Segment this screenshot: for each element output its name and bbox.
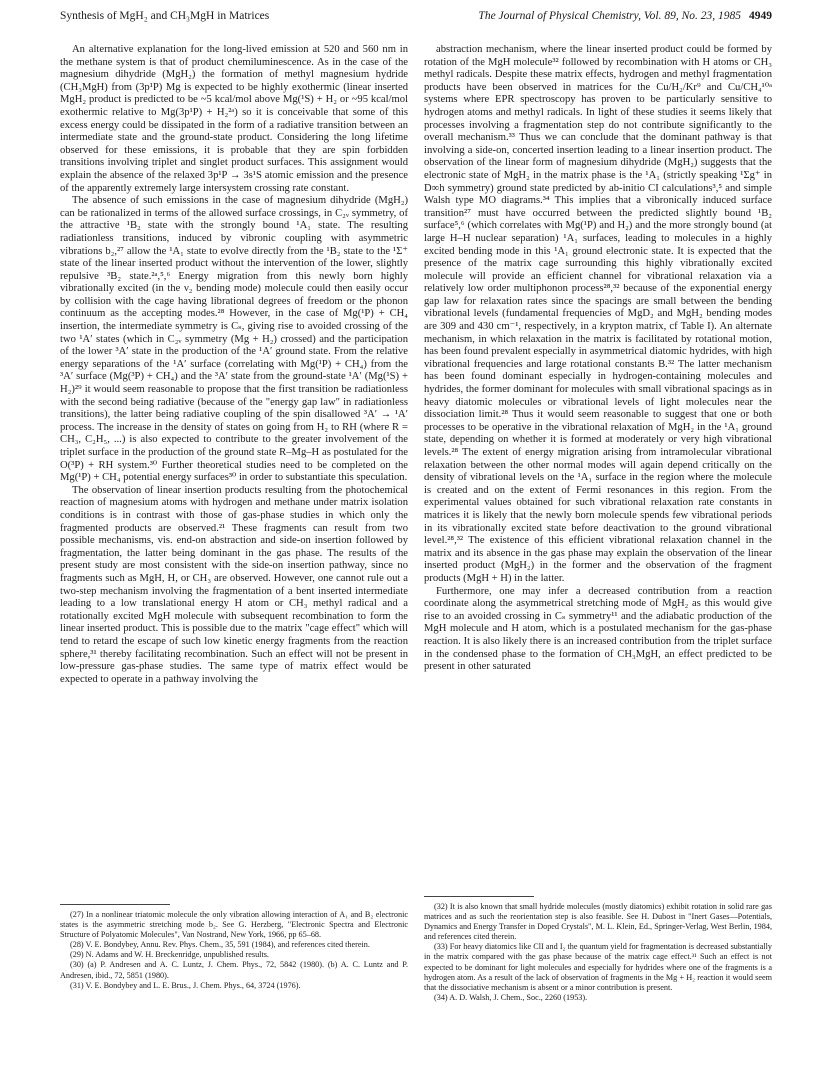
paragraph: The absence of such emissions in the case of magnesium dihydride (MgH₂) can be rationalized in terms of the allowed surface crossings, in C₂ᵥ symmetry, of the attractive ¹B₂ state with the strongly bound ¹A₁ state. The resulting radiationless transitions, induced by vibronic coupling with asymmetric vibrations b₂,²⁷ allow the ¹A₁ state to evolve directly from the ¹B₂ state to the ¹Σ⁺ state of the linear inserted product without the intervention of the lower, slightly repulsive ³B₂ state.²ᵃ,⁵,⁶ Energy migration from this newly born highly vibrationally excited (in the ν₂ bending mode) molecule could then easily occur by collision with the cage having librational degrees of freedom or the phonon continuum as the accepting modes.²⁸ However, in the case of Mg(¹P) + CH₄ insertion, the intermediate symmetry is Cₛ, giving rise to avoided crossing of the two ¹A′ states (which in C₂ᵥ symmetry (Mg + H₂) crossed) and the participation of the lower ³A′ state in the production of the ¹A′ ground state. From the relative energy separations of the ¹A′ surface (correlating with Mg(¹P) + CH₄) from the ³A′ surface (Mg(³P) + CH₄) and the ³A′ state from the ground-state ¹A′ (Mg(¹S) + H₂)²⁹ it would seem reasonable to propose that the first transition be radiationless with the second being radiative (because of the "energy gap law" in radiationless transitions), the latter being radiative coupling of the spin disallowed ³A′ → ¹A′ process. The increase in the density of states on going from H₂ to RH (where R = CH₃, C₂H₅, ...) is also expected to contribute to the greater involvement of the triplet surface in the production of the ground state R–Mg–H as postulated for the O(³P) + RH system.³⁰ Further theoretical studies need to be completed on the Mg(¹P) + CH₄ potential energy surfaces³⁰ in order to substantiate this speculation. bbox=[60, 195, 408, 484]
paragraph: The observation of linear insertion products resulting from the photochemical reaction of magnesium atoms with hydrogen and methane under matrix isolation conditions is in contrast with those of gas-phase studies in which only the fragmented products are observed.²¹ These fragments can result from two possible mechanisms, vis. end-on abstraction and side-on insertion followed by fragmentation, the latter being dominant in the gas phase. The results of the present study are most consistent with the side-on insertion pathway, since no fragments such as MgH, H, or CH₃ are observed. However, one cannot rule out a two-step mechanism involving the fragmentation of a bent inserted intermediate leading to a low translational energy H atom or CH₃ methyl radical and a rotationally excited MgH molecule with subsequent recombination to form the linear inserted product. This is possible due to the matrix "cage effect" which will tend to retard the escape of such low kinetic energy fragments from the reaction sphere,³¹ thereby facilitating recombination. Such an effect will not be present in low-pressure gas-phase studies. The same type of matrix effect would be expected to operate in a pathway involving the bbox=[60, 484, 408, 685]
journal-citation bbox=[478, 10, 772, 22]
running-header bbox=[60, 10, 772, 28]
footnote-rule bbox=[60, 904, 170, 905]
footnote: (33) For heavy diatomics like ClI and I₂ the quantum yield for fragmentation is decreased substantially in the matrix compared with the gas phase because of the matrix cage effect.³¹ Such an effect is not expected to be dominant for light molecules and especially for hydrides where one of the fragments is a hydrogen atom. As a result of the lack of observation of fragments in the Mg + H₂ reaction it would seem that the dissociative mechanism is absent or a minor contribution is present. bbox=[424, 942, 772, 992]
paragraph: Furthermore, one may infer a decreased contribution from a reaction coordinate along the asymmetrical stretching mode of MgH₂ as this would give rise to an avoided crossing in Cₛ symmetry¹¹ and the adiabatic production of the MgH molecule and H atom, which is a postulated mechanism for the gas-phase reaction. It is also likely there is an increased contribution from the triplet surface in the condensed phase to the formation of CH₃MgH, an effect predicted to be present in other saturated bbox=[424, 585, 772, 673]
footnote: (34) A. D. Walsh, J. Chem., Soc., 2260 (1953). bbox=[434, 992, 588, 1002]
page-number: 4949 bbox=[749, 10, 772, 22]
left-column bbox=[60, 44, 408, 686]
right-column bbox=[424, 44, 772, 674]
footnote: (28) V. E. Bondybey, Annu. Rev. Phys. Chem., 35, 591 (1984), and references cited therein. bbox=[70, 940, 370, 950]
footnote: (29) N. Adams and W. H. Breckenridge, unpublished results. bbox=[70, 950, 269, 960]
journal-name: The Journal of Physical Chemistry, Vol. 89, No. 23, 1985 bbox=[478, 10, 741, 22]
footnote: (27) In a nonlinear triatomic molecule the only vibration allowing interaction of A₁ and B₂ electronic states is the asymmetric stretching mode b₂. See G. Herzberg, "Electronic Spectra and Electronic Structure of Polyatomic Molecules", Van Nostrand, New York, 1966, pp 65–68. bbox=[60, 910, 408, 940]
footnotes-right bbox=[424, 902, 772, 1003]
footnote: (30) (a) P. Andresen and A. C. Luntz, J. Chem. Phys., 72, 5842 (1980). (b) A. C. Luntz and P. Andresen, ibid., 72, 5851 (1980). bbox=[60, 960, 408, 980]
running-title: Synthesis of MgH₂ and CH₃MgH in Matrices bbox=[60, 10, 270, 22]
paragraph: abstraction mechanism, where the linear inserted product could be formed by rotation of the MgH molecule³² followed by recombination with H atoms or CH₃ methyl radicals. Despite these matrix effects, hydrogen and methyl fragmentation products have been observed in matrices for the Cu/H₂/Kr⁹ and Cu/CH₄¹⁰ᵃ systems where EPR spectroscopy has proven to be particularly sensitive to hydrogen atoms and methyl radicals. In light of these studies it seems likely that processes involving a fragmentation step do not contribute significantly to the overall mechanism.³³ Thus we can conclude that the dominant pathway is that involving a side-on, concerted insertion leading to a linear insertion product. The observation of the linear form of magnesium dihydride (MgH₂) suggests that the electronic state of MgH₂ in the matrix phase is the ¹A₁ (strictly speaking ¹Σg⁺ in D∞h symmetry) ground state predicted by ab-initio CI calculations³,⁵ and simple Walsh type MO diagrams.³⁴ This implies that a vibronically induced surface transition²⁷ must have occurred between the predicted slightly bound ¹B₂ surface⁵,⁶ (which correlates with Mg(¹P) and H₂) and the more strongly bound (at large H–H nuclear separation) ¹A₁ surfaces, leading to molecules in a highly excited bending mode in this ¹A₁ ground electronic state. It is expected that the presence of the matrix cage surrounding this highly vibrationally excited molecule will provide an efficient channel for vibrational relaxation via a relatively low order multiphonon process²⁸,³² because of the exponential energy gap law for relaxation rates since the spacings are small between the bending vibrational levels (fundamental frequencies of MgD₂ and MgH₂ bending modes are 309 and 430 cm⁻¹, respectively, in a krypton matrix, cf Table I). An alternate mechanism, in which relaxation in the matrix is facilitated by rotational motion, has been found prevalent especially in asymmetrical diatomic hydrides, with high vibrational frequencies and large rotational constants B.³² The latter mechanism has been found dominant especially in hydrogen-containing molecules and hydrides, the former dominant for molecules with small vibrational spacings as in heavy diatomic molecules or vibrational levels of light molecules near the dissociation limit.²⁸ Thus it would seem reasonable to suggest that one or both processes to be operative in the vibrational relaxation of MgH₂ in the ¹A₁ ground state, depending on whether it is formed at moderately or very high vibrational levels.²⁸ The extent of energy migration arising from intramolecular vibrational relaxation between the other normal modes will again depend critically on the density of vibrational levels on the ¹A₁ surface in the region where the molecule is created and on the extent of Fermi resonances in this region. From the experimental values obtained for such vibrational relaxation rate constants in matrices it is likely that the newly born molecule spends few vibrational periods in its vibrationally excited state before deactivation to the ground vibrational level.²⁸,³² The existence of this efficient vibrational relaxation channel in the matrix and its absence in the gas phase may explain the observation of the linear inserted product (MgH₂) in the former and the observation of the fragment products (MgH + H) in the latter. bbox=[424, 44, 772, 584]
paragraph: An alternative explanation for the long-lived emission at 520 and 560 nm in the methane system is that of product chemiluminescence. As in the case of the magnesium dihydride (MgH₂) the formation of methyl magnesium hydride (CH₃MgH) from (3p¹P) Mg is expected to be highly exothermic (linear inserted MgH₂ product is predicted to be ~5 kcal/mol above Mg(¹S) + H₂ or ~95 kcal/mol exothermic relative to Mg(3p¹P) + H₂²ᵃ) so it is conceivable that some of this excess energy could be dissipated in the form of a radiative transition between an intermediate state and the ground-state product. Considering the long lifetime observed for these emissions, it is probable that they are spin forbidden transitions involving triplet and singlet product surfaces. This assignment would explain the absence of the relaxed 3p¹P → 3s¹S atomic emission and the presence of the apparently extremely large intersystem crossing rate constant. bbox=[60, 44, 408, 194]
footnote: (31) V. E. Bondybey and L. E. Brus., J. Chem. Phys., 64, 3724 (1976). bbox=[70, 980, 301, 990]
footnote-rule bbox=[424, 896, 534, 897]
footnote: (32) It is also known that small hydride molecules (mostly diatomics) exhibit rotation in solid rare gas matrices and as such the reorientation step is also feasible. See H. Dubost in "Inert Gases—Potentials, Dynamics and Energy Transfer in Doped Crystals", M. L. Klein, Ed., Springer-Verlag, West Berlin, 1984, and references cited therein. bbox=[424, 902, 772, 942]
footnotes-left bbox=[60, 910, 408, 991]
